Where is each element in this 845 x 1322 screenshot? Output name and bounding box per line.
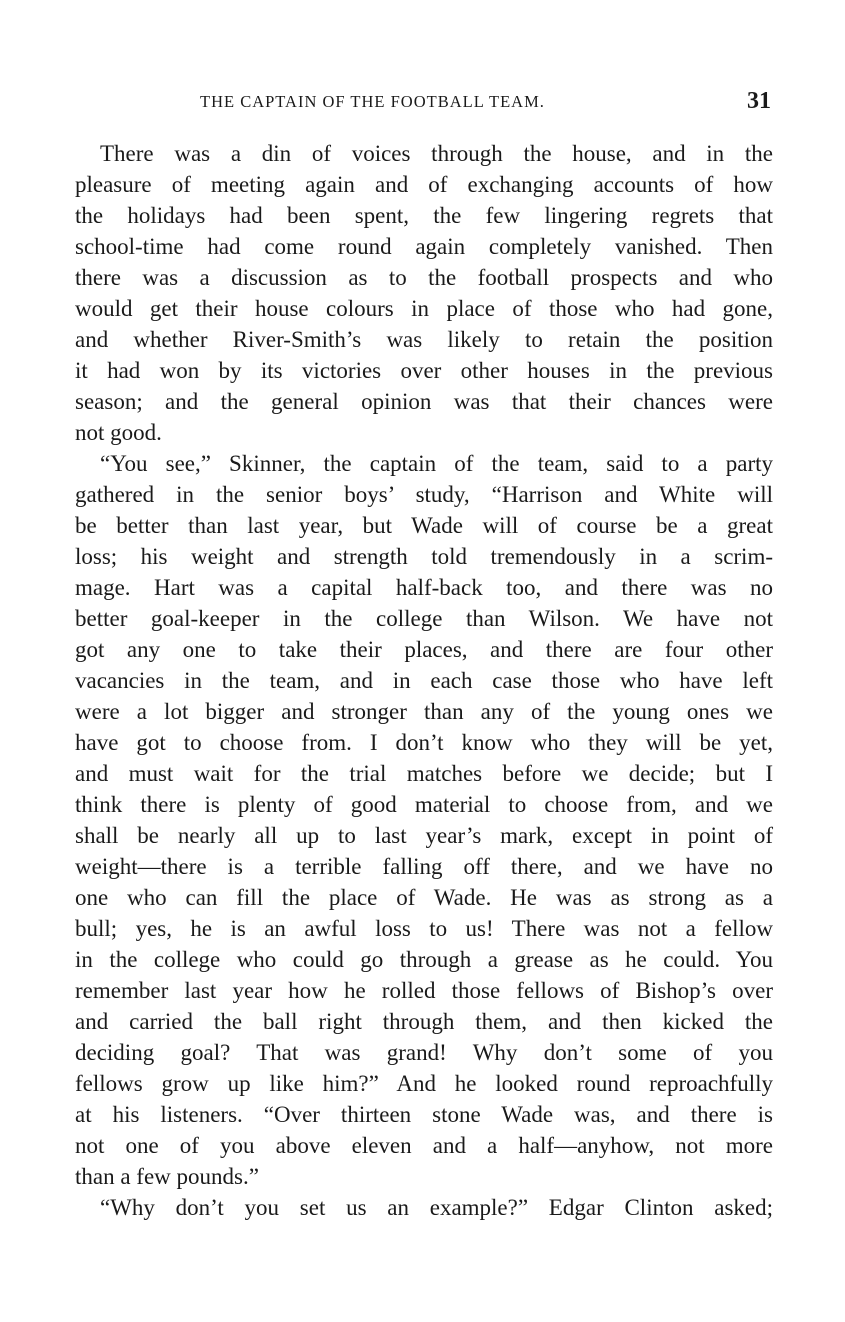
- text-line: and whether River-Smith’s was likely to retain the position: [75, 327, 773, 352]
- text-line: the holidays had been spent, the few lingering regrets that: [75, 203, 773, 228]
- text-line: vacancies in the team, and in each case those who have left: [75, 668, 773, 693]
- text-line: think there is plenty of good material to choose from, and we: [75, 792, 773, 817]
- running-header: [0, 88, 845, 118]
- text-line: it had won by its victories over other houses in the previous: [75, 358, 773, 383]
- text-line: remember last year how he rolled those fellows of Bishop’s over: [75, 978, 773, 1003]
- text-line: “Why don’t you set us an example?” Edgar Clinton asked;: [100, 1195, 773, 1220]
- text-line: be better than last year, but Wade will of course be a great: [75, 513, 773, 538]
- text-line: one who can fill the place of Wade. He was as strong as a: [75, 885, 773, 910]
- text-line: gathered in the senior boys’ study, “Harrison and White will: [75, 482, 773, 507]
- text-line: pleasure of meeting again and of exchanging accounts of how: [75, 172, 773, 197]
- text-line: shall be nearly all up to last year’s mark, except in point of: [75, 823, 773, 848]
- text-line: in the college who could go through a grease as he could. You: [75, 947, 773, 972]
- text-line: and carried the ball right through them, and then kicked the: [75, 1009, 773, 1034]
- text-line: would get their house colours in place of those who had gone,: [75, 296, 773, 321]
- text-line: weight—there is a terrible falling off there, and we have no: [75, 854, 773, 879]
- text-line: than a few pounds.”: [75, 1164, 259, 1189]
- text-line: “You see,” Skinner, the captain of the team, said to a party: [100, 451, 773, 476]
- text-line: got any one to take their places, and there are four other: [75, 637, 773, 662]
- text-line: there was a discussion as to the football prospects and who: [75, 265, 773, 290]
- page-number: 31: [747, 88, 771, 114]
- text-line: season; and the general opinion was that their chances were: [75, 389, 773, 414]
- body-text: [75, 138, 773, 1223]
- text-line: were a lot bigger and stronger than any of the young ones we: [75, 699, 773, 724]
- text-line: at his listeners. “Over thirteen stone Wade was, and there is: [75, 1102, 773, 1127]
- running-title: THE CAPTAIN OF THE FOOTBALL TEAM.: [200, 92, 545, 111]
- text-line: not good.: [75, 420, 162, 445]
- text-line: not one of you above eleven and a half—anyhow, not more: [75, 1133, 773, 1158]
- text-line: There was a din of voices through the house, and in the: [100, 141, 773, 166]
- text-line: fellows grow up like him?” And he looked round reproachfully: [75, 1071, 773, 1096]
- text-line: loss; his weight and strength told tremendously in a scrim-: [75, 544, 773, 569]
- text-line: and must wait for the trial matches before we decide; but I: [75, 761, 773, 786]
- text-line: mage. Hart was a capital half-back too, and there was no: [75, 575, 773, 600]
- text-line: better goal-keeper in the college than Wilson. We have not: [75, 606, 773, 631]
- text-line: deciding goal? That was grand! Why don’t some of you: [75, 1040, 773, 1065]
- text-line: school-time had come round again completely vanished. Then: [75, 234, 773, 259]
- text-line: have got to choose from. I don’t know who they will be yet,: [75, 730, 773, 755]
- text-line: bull; yes, he is an awful loss to us! There was not a fellow: [75, 916, 773, 941]
